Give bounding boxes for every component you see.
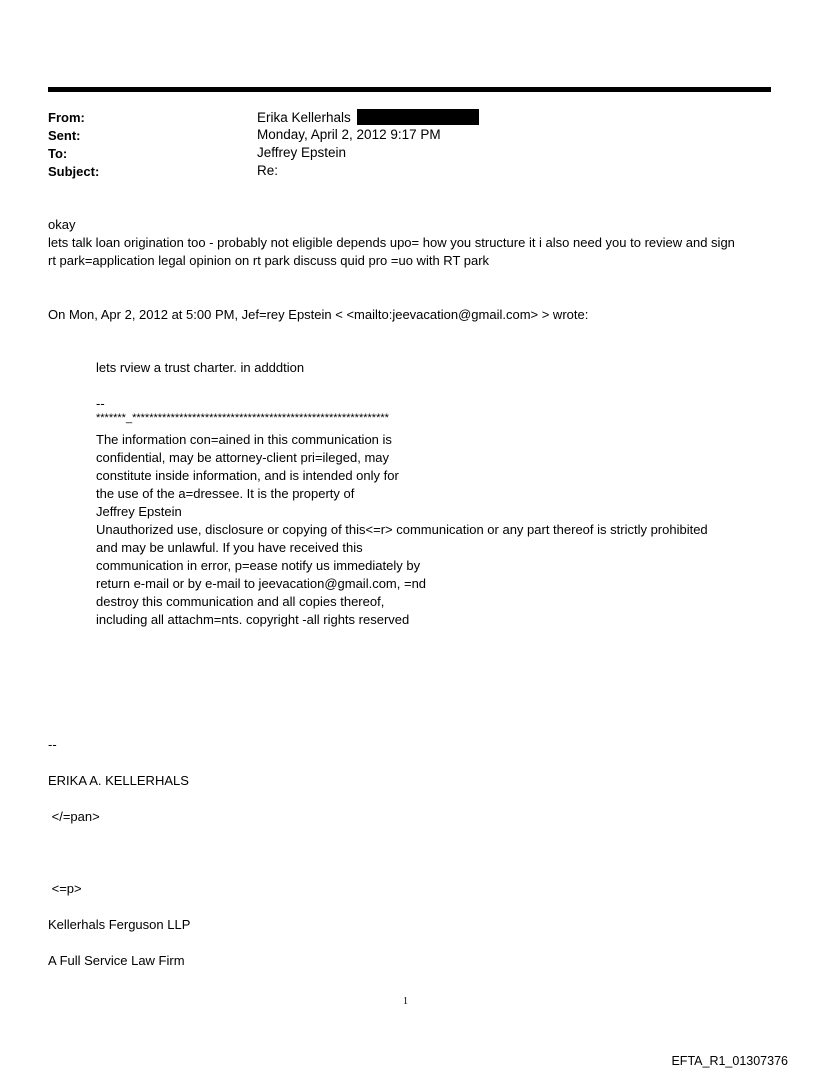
sent-label: Sent: xyxy=(48,128,81,143)
subject-label: Subject: xyxy=(48,164,100,179)
signature-name: ERIKA A. KELLERHALS xyxy=(48,773,189,788)
disclaimer-line: the use of the a=dressee. It is the property of xyxy=(96,486,355,501)
firm-name: Kellerhals Ferguson LLP xyxy=(48,917,191,932)
subject-value: Re: xyxy=(257,163,279,178)
from-name: Erika Kellerhals xyxy=(257,110,351,125)
disclaimer-line: constitute inside information, and is intended only for xyxy=(96,468,399,483)
redaction-bar xyxy=(357,109,479,125)
sent-value: Monday, April 2, 2012 9:17 PM xyxy=(257,127,441,142)
disclaimer-line: communication in error, p=ease notify us immediately by xyxy=(96,558,421,573)
disclaimer-line: Unauthorized use, disclosure or copying of this<=r> communication or any part thereof is strictly prohibited xyxy=(96,522,708,537)
to-label: To: xyxy=(48,146,68,161)
signature-dashes: -- xyxy=(48,737,57,752)
quoted-line: lets rview a trust charter. in adddtion xyxy=(96,360,305,375)
from-value xyxy=(257,109,479,125)
page-number: 1 xyxy=(403,996,408,1007)
body-line: lets talk loan origination too - probably not eligible depends upo= how you structure it i also need you to review and sign xyxy=(48,235,735,250)
disclaimer-line: Jeffrey Epstein xyxy=(96,504,182,519)
disclaimer-line: and may be unlawful. If you have received this xyxy=(96,540,363,555)
document-id: EFTA_R1_01307376 xyxy=(671,1054,788,1068)
body-line: rt park=application legal opinion on rt park discuss quid pro =uo with RT park xyxy=(48,253,490,268)
body-line: okay xyxy=(48,217,76,232)
from-label: From: xyxy=(48,110,85,125)
disclaimer-line: confidential, may be attorney-client pri=ileged, may xyxy=(96,450,390,465)
to-value: Jeffrey Epstein xyxy=(257,145,347,160)
markup-artifact: </=pan> xyxy=(48,809,100,824)
firm-tagline: A Full Service Law Firm xyxy=(48,953,185,968)
quoted-sig-dashes: -- xyxy=(96,396,105,411)
disclaimer-line: The information con=ained in this communication is xyxy=(96,432,392,447)
disclaimer-line: destroy this communication and all copies thereof, xyxy=(96,594,385,609)
disclaimer-line: return e-mail or by e-mail to jeevacation@gmail.com, =nd xyxy=(96,576,427,591)
stars-divider: *******_************************************************************ xyxy=(96,412,389,424)
disclaimer-line: including all attachm=nts. copyright -all rights reserved xyxy=(96,612,410,627)
quote-intro: On Mon, Apr 2, 2012 at 5:00 PM, Jef=rey Epstein < <mailto:jeevacation@gmail.com> > wrote: xyxy=(48,307,589,322)
header-rule xyxy=(48,87,771,92)
markup-artifact: <=p> xyxy=(48,881,82,896)
